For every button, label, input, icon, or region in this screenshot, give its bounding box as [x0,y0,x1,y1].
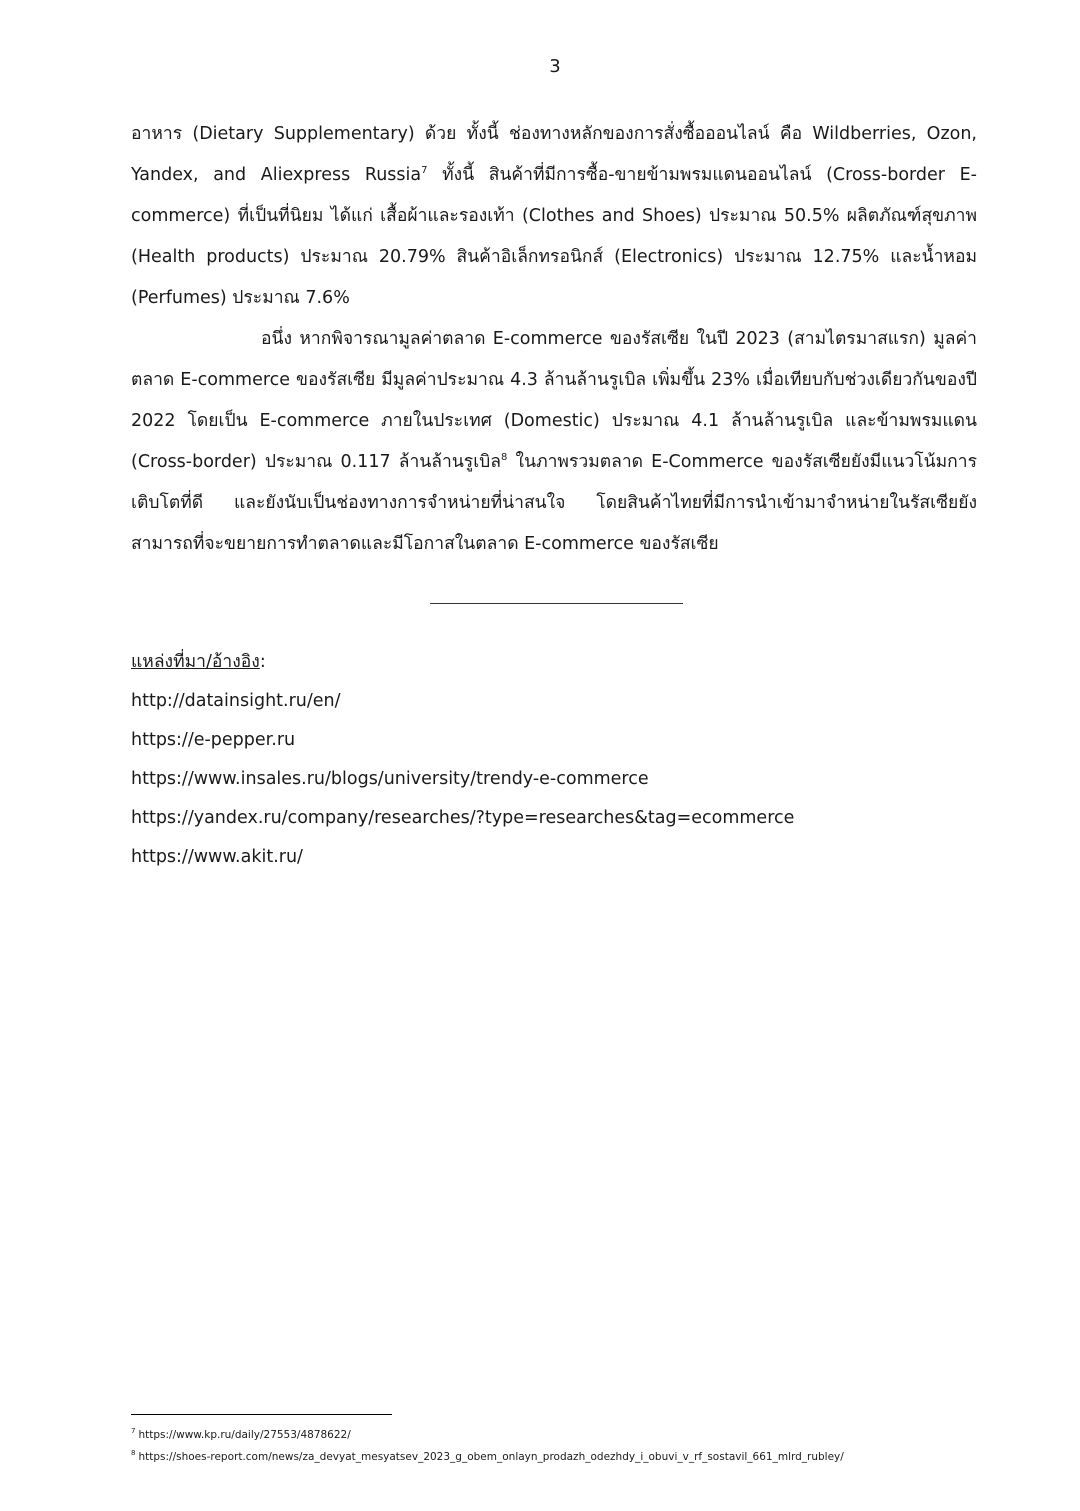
reference-link[interactable]: https://www.akit.ru/ [131,847,303,867]
footnote-url[interactable]: https://shoes-report.com/news/za_devyat_mesyatsev_2023_g_obem_onlayn_prodazh_odezhdy_i_obuvi_v_rf_sostavil_661_mlrd_rubley/ [138,1451,844,1463]
references-title: แหล่งที่มา/อ้างอิง [131,652,260,672]
reference-link[interactable]: https://yandex.ru/company/researches/?type=researches&tag=ecommerce [131,808,795,828]
page-number: 3 [549,56,561,77]
footnote-number: 8 [131,1449,136,1457]
paragraph-2-part-1: อนึ่ง หากพิจารณามูลค่าตลาด E-commerce ของรัสเซีย ในปี 2023 (สามไตรมาสแรก) มูลค่าตลาด E-commerce ของรัสเซีย มีมูลค่าประมาณ 4.3 ล้านล้านรูเบิล เพิ่มขึ้น 23% เมื่อเทียบกับช่วงเดียวกันของปี 2022 โดยเป็น E-commerce ภายในประเทศ (Domestic) ประมาณ 4.1 ล้านล้านรูเบิล และข้ามพรมแดน (Cross-border) ประมาณ 0.117 ล้านล้านรูเบิล [131,329,977,472]
paragraph-1-part-1: อาหาร (Dietary Supplementary) ด้วย ทั้งนี้ ช่องทางหลักของการสั่งซื้อออนไลน์ คือ Wildberries, Ozon, Yandex, and Aliexpress Russia [131,124,977,185]
references-colon: : [259,652,266,672]
paragraph-2 [131,319,977,565]
paragraph-2-part-2: ในภาพรวมตลาด E-Commerce ของรัสเซียยังมีแนวโน้มการเติบโตที่ดี และยังนับเป็นช่องทางการจำหน่ายที่น่าสนใจ โดยสินค้าไทยที่มีการนำเข้ามาจำหน่ายในรัสเซียยังสามารถที่จะขยายการทำตลาดและมีโอกาสในตลาด E-commerce ของรัสเซีย [131,452,978,554]
body-text [131,114,977,565]
footnote-7 [131,1424,844,1446]
footnote-number: 7 [131,1427,136,1435]
reference-link[interactable]: https://www.insales.ru/blogs/university/trendy-e-commerce [131,769,649,789]
reference-link[interactable]: http://datainsight.ru/en/ [131,691,341,711]
references-heading [131,643,794,682]
footnote-ref-7[interactable]: 7 [421,165,428,176]
section-divider [430,603,683,604]
paragraph-1-part-2: ทั้งนี้ สินค้าที่มีการซื้อ-ขายข้ามพรมแดนออนไลน์ (Cross-border E-commerce) ที่เป็นที่นิยม ได้แก่ เสื้อผ้าและรองเท้า (Clothes and Shoes) ประมาณ 50.5% ผลิตภัณฑ์สุขภาพ (Health products) ประมาณ 20.79% สินค้าอิเล็กทรอนิกส์ (Electronics) ประมาณ 12.75% และน้ำหอม (Perfumes) ประมาณ 7.6% [131,165,977,308]
references-section [131,643,794,877]
footnote-url[interactable]: https://www.kp.ru/daily/27553/4878622/ [138,1429,351,1441]
paragraph-1 [131,114,977,319]
footnote-separator [131,1414,392,1415]
footnote-8 [131,1446,844,1468]
reference-link[interactable]: https://e-pepper.ru [131,730,296,750]
footnote-ref-8[interactable]: 8 [501,452,508,463]
footnotes [131,1424,844,1468]
